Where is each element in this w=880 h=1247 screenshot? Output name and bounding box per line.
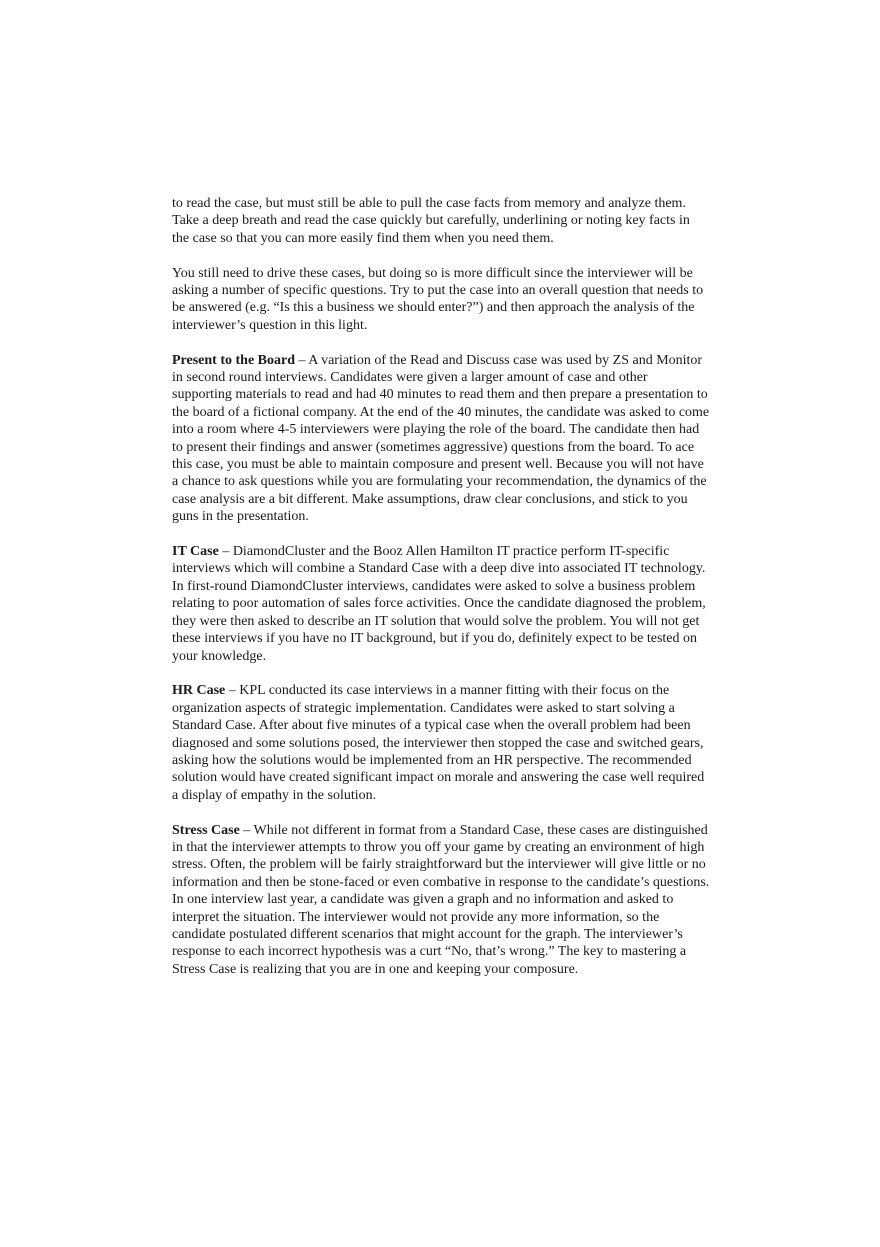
term-heading: Present to the Board	[172, 352, 295, 368]
term-heading: HR Case	[172, 683, 226, 699]
paragraph-hr-case	[172, 682, 710, 804]
paragraph-drive-cases	[172, 265, 710, 335]
page-body	[172, 195, 710, 996]
term-heading: Stress Case	[172, 822, 240, 838]
paragraph-it-case	[172, 543, 710, 665]
paragraph-stress-case	[172, 822, 710, 979]
paragraph-read-case-continued	[172, 195, 710, 247]
paragraph-text: – DiamondCluster and the Booz Allen Hamilton IT practice perform IT-specific interviews which will combine a Standard Case with a deep dive into associated IT technology. In first-round DiamondCluster interviews, candidates were asked to solve a business problem relating to poor automation of sales force activities. Once the candidate diagnosed the problem, they were then asked to describe an IT solution that would solve the problem. You will not get these interviews if you have no IT background, but if you do, definitely expect to be tested on your knowledge.	[172, 544, 706, 664]
paragraph-text: – While not different in format from a Standard Case, these cases are distinguished in that the interviewer attempts to throw you off your game by creating an environment of high stress. Often, the problem will be fairly straightforward but the interviewer will give little or no information and then be stone-faced or even combative in response to the candidate’s questions. In one interview last year, a candidate was given a graph and no information and asked to interpret the situation. The interviewer would not provide any more information, so the candidate postulated different scenarios that might account for the graph. The interviewer’s response to each incorrect hypothesis was a curt “No, that’s wrong.” The key to mastering a Stress Case is realizing that you are in one and keeping your composure.	[172, 822, 710, 977]
paragraph-text: You still need to drive these cases, but doing so is more difficult since the interviewer will be asking a number of specific questions. Try to put the case into an overall question that needs to be answered (e.g. “Is this a business we should enter?”) and then approach the analysis of the interviewer’s question in this light.	[172, 265, 704, 333]
paragraph-text: – A variation of the Read and Discuss case was used by ZS and Monitor in second round interviews. Candidates were given a larger amount of case and other supporting materials to read and had 40 minutes to read them and then prepare a presentation to the board of a fictional company. At the end of the 40 minutes, the candidate was asked to come into a room where 4-5 interviewers were playing the role of the board. The candidate then had to present their findings and answer (sometimes aggressive) questions from the board. To ace this case, you must be able to maintain composure and present well. Because you will not have a chance to ask questions while you are formulating your recommendation, the dynamics of the case analysis are a bit different. Make assumptions, draw clear conclusions, and stick to you guns in the presentation.	[172, 352, 710, 525]
paragraph-text: to read the case, but must still be able to pull the case facts from memory and analyze them. Take a deep breath and read the case quickly but carefully, underlining or noting key facts in the case so that you can more easily find them when you need them.	[172, 196, 690, 246]
term-heading: IT Case	[172, 544, 219, 560]
paragraph-present-to-board	[172, 352, 710, 526]
paragraph-text: – KPL conducted its case interviews in a manner fitting with their focus on the organization aspects of strategic implementation. Candidates were asked to start solving a Standard Case. After about five minutes of a typical case when the overall problem had been diagnosed and some solutions posed, the interviewer then stopped the case and switched gears, asking how the solutions would be implemented from an HR perspective. The recommended solution would have created significant impact on morale and answering the case well required a display of empathy in the solution.	[172, 683, 705, 803]
